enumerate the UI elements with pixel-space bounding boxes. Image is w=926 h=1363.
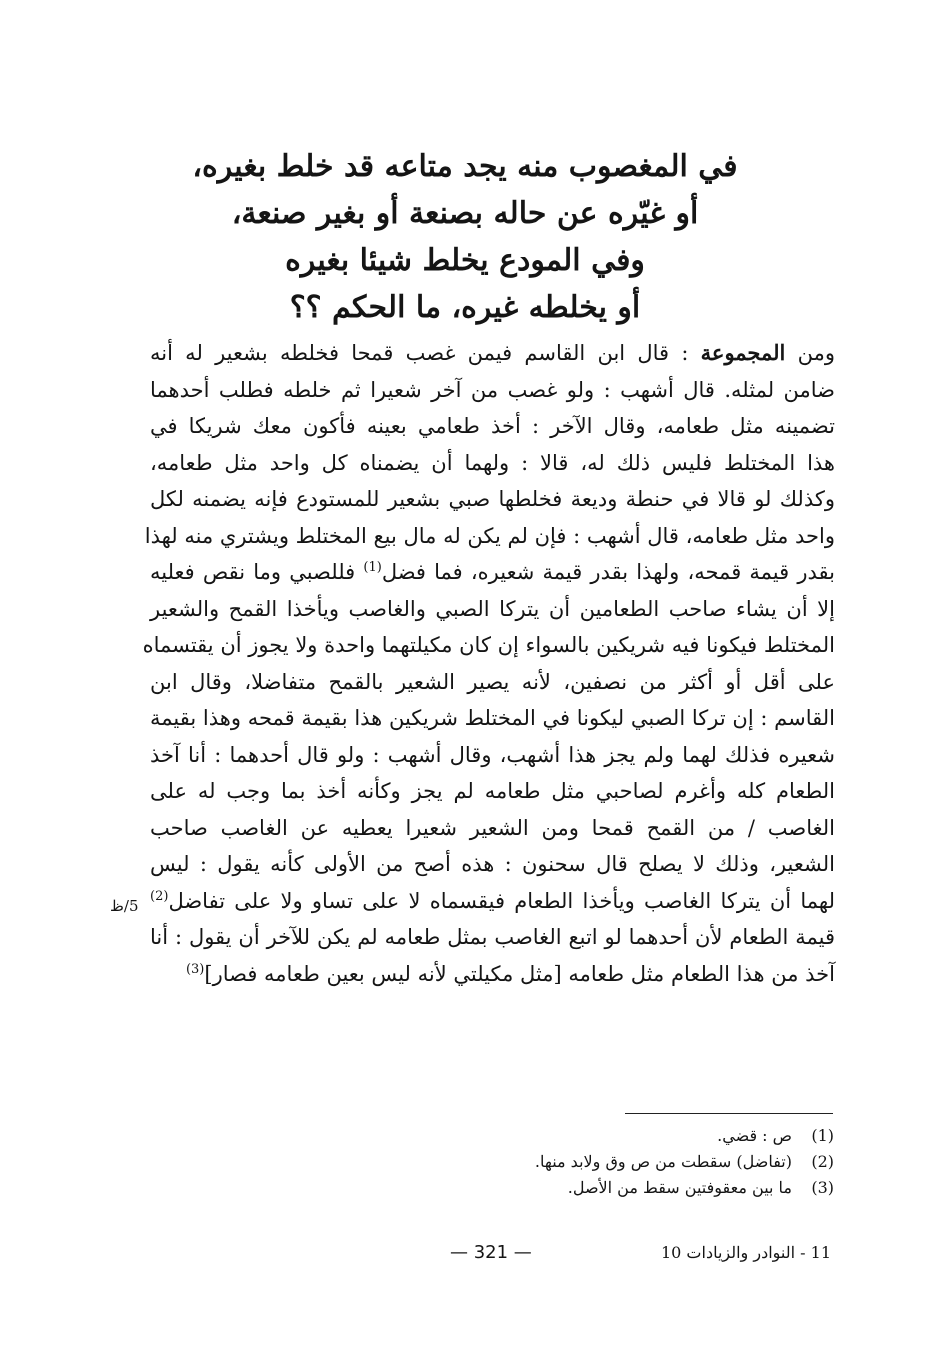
heading-line: أو يخلطه غيره، ما الحكم ؟؟ — [289, 290, 641, 325]
footnote — [535, 1123, 834, 1149]
footnote-text: ص : قضي. — [717, 1126, 792, 1145]
body-line: شعيره فذلك لهما ولم يجز هذا أشهب، وقال أشهب : ولو قال أحدهما : أنا آخذ — [150, 742, 835, 767]
body-line — [150, 554, 835, 591]
body-line: الغاصب / من القمح قمحا ومن الشعير شعيرا يعطيه عن الغاصب صاحب — [150, 815, 835, 840]
body-line: الشعير، وذلك لا يصلح قال سحنون : هذه أصح من الأولى كأنه يقول : ليس — [150, 852, 835, 876]
body-line: واحد مثل طعامه، قال أشهب : فإن لم يكن له مال بيع المختلط ويشتري منه لهذا — [144, 523, 835, 548]
footnotes — [535, 1123, 834, 1201]
body-line: على أقل أو أكثر من نصفين، لأنه يصير الشعير بالقمح متفاضلا، وقال ابن — [150, 669, 835, 694]
footnote-ref-1[interactable]: (1) — [363, 560, 382, 575]
footnote-text: ما بين معقوفتين سقط من الأصل. — [567, 1178, 792, 1197]
line-prefix: ومن — [785, 341, 835, 365]
footnote-number: (1) — [811, 1126, 834, 1145]
body-line — [150, 335, 835, 372]
body-line: الطعام كله وأغرم لصاحبي مثل طعامه لم يجز وكأنه أخذ بما وجب له على — [150, 779, 835, 803]
body-line — [150, 883, 835, 920]
line-part: فللصبي وما نقص فعليه — [150, 560, 364, 584]
source-title: المجموعة — [700, 340, 786, 365]
chapter-heading — [150, 143, 780, 331]
footnote — [535, 1175, 834, 1201]
body-line — [150, 956, 835, 993]
body-line: القاسم : إن تركا الصبي ليكونا في المختلط شريكين هذا بقيمة قمحه وهذا بقيمة — [150, 706, 835, 730]
body-line: ضامن لمثله. قال أشهب : ولو غصب من آخر شعيرا ثم خلطه فطلب أحدهما — [150, 377, 835, 402]
line-rest: : قال ابن القاسم فيمن غصب قمحا فخلطه بشعير له أنه — [150, 341, 701, 365]
footnote-text: (تفاضل) سقطت من ص وق ولابد منها. — [534, 1152, 792, 1171]
body-text — [142, 335, 835, 992]
heading-line: وفي المودع يخلط شيئا بغيره — [285, 243, 645, 278]
line-part: آخذ من هذا الطعام مثل طعامه [مثل مكيلتي لأنه ليس بعين طعامه فصار] — [204, 961, 835, 986]
footnote-divider — [625, 1113, 833, 1114]
heading-line: في المغصوب منه يجد متاعه قد خلط بغيره، — [192, 149, 738, 184]
footnote-ref-2[interactable]: (2) — [150, 888, 169, 904]
running-footer: 11 - النوادر والزيادات 10 — [660, 1243, 831, 1262]
heading-line: أو غيّره عن حاله بصنعة أو بغير صنعة، — [231, 196, 699, 231]
footnote-ref-3[interactable]: (3) — [185, 961, 205, 977]
body-line: قيمة الطعام لأن أحدهما لو اتبع الغاصب بمثل طعامه لم يكن للآخر أن يقول : أنا — [150, 925, 835, 949]
page-number: — 321 — — [450, 1242, 532, 1263]
line-part: لهما أن يتركا الغاصب ويأخذا الطعام فيقسماه لا على تساو ولا على تفاضل — [168, 888, 835, 913]
body-line: تضمينه مثل طعامه، وقال الآخر : أخذ طعامي بعينه فأكون معك شريكا في — [150, 414, 835, 438]
manuscript-folio-marker: 5/ظ — [110, 897, 139, 915]
body-line: هذا المختلط فليس ذلك له، قالا : ولهما أن يضمناه كل واحد مثل طعامه، — [150, 450, 835, 475]
footnote-number: (2) — [811, 1152, 834, 1171]
body-line: إلا أن يشاء صاحب الطعامين أن يتركا الصبي والغاصب ويأخذا القمح والشعير — [150, 596, 835, 621]
footnote — [535, 1149, 834, 1175]
body-line: وكذلك لو قالا في حنطة وديعة فخلطها صبي بشعير للمستودع فإنه يضمنه لكل — [150, 487, 835, 511]
body-line: المختلط فيكونا فيه شريكين بالسواء إن كان مكيلتهما واحدة ولا يجوز أن يقتسماه — [142, 633, 835, 657]
line-part: بقدر قيمة قمحه، ولهذا بقدر قيمة شعيره، فما فضل — [381, 560, 835, 584]
footnote-number: (3) — [811, 1178, 834, 1197]
